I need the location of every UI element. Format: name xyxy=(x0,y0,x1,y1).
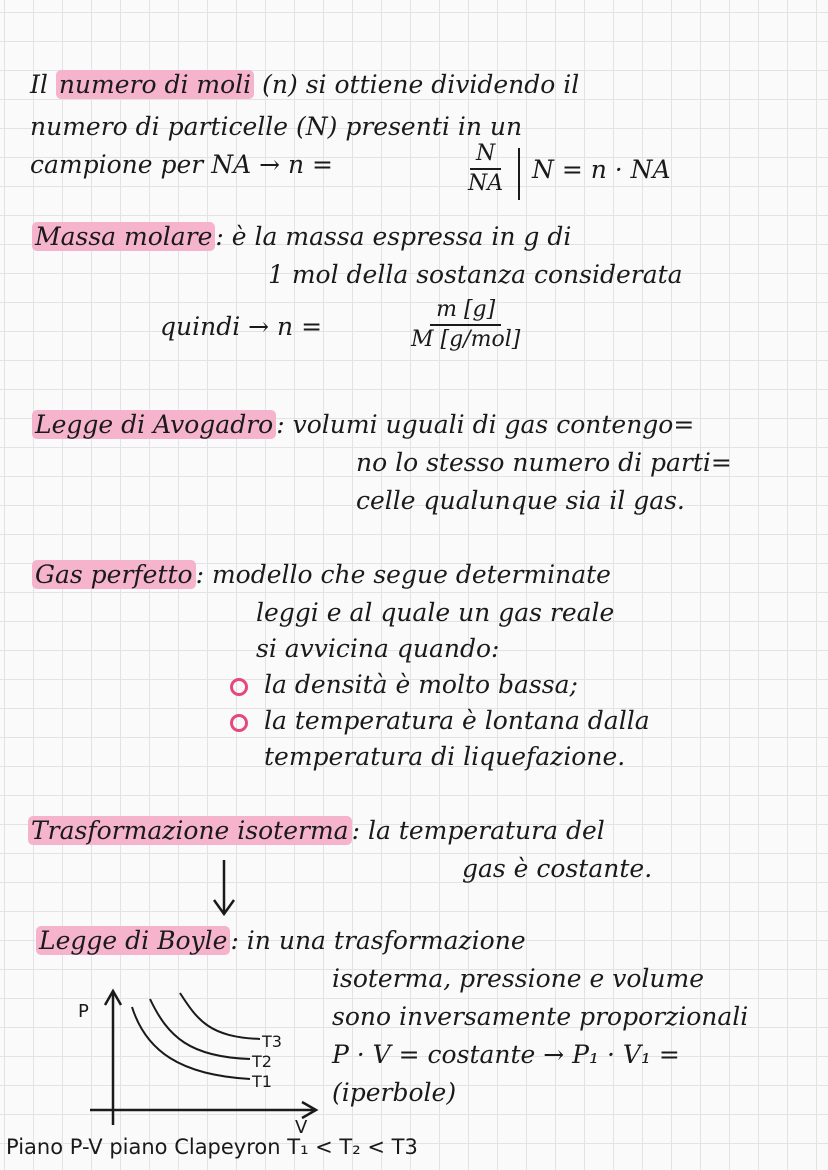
bullet-dot-icon xyxy=(230,678,248,696)
gas-line-1 xyxy=(32,560,611,590)
gas-bullet-2: la temperatura è lontana dalla xyxy=(264,706,650,735)
moli-fraction xyxy=(462,140,509,198)
boyle-def-5: (iperbole) xyxy=(332,1078,457,1107)
avogadro-def-1: : volumi uguali di gas contengo= xyxy=(276,410,695,439)
isoterma-def-1: : la temperatura del xyxy=(351,816,605,845)
curve-label-t1: T1 xyxy=(252,1072,272,1091)
massa-def-1: : è la massa espressa in g di xyxy=(215,222,572,251)
isotherm-curve-t2 xyxy=(150,999,250,1059)
massa-line-1 xyxy=(32,222,571,252)
massa-fraction-den: M [g/mol] xyxy=(411,327,521,352)
moli-pre: Il xyxy=(30,70,48,99)
bullet-dot-icon xyxy=(230,714,248,732)
isotherm-curve-t3 xyxy=(180,993,260,1039)
boyle-line-1 xyxy=(36,926,526,956)
massa-quindi: quindi → n = xyxy=(160,312,323,341)
formula-divider xyxy=(518,148,520,200)
moli-rest-1: (n) si ottiene dividendo il xyxy=(262,70,580,99)
massa-def-2: 1 mol della sostanza considerata xyxy=(268,260,683,289)
footer-note: Piano P-V piano Clapeyron T₁ < T₂ < T3 xyxy=(6,1135,418,1159)
boyle-def-4: P · V = costante → P₁ · V₁ = xyxy=(332,1040,680,1069)
moli-formula-2: N = n · NA xyxy=(532,155,671,184)
curve-label-t2: T2 xyxy=(252,1052,272,1071)
gas-bullet-2b: temperatura di liquefazione. xyxy=(264,742,626,771)
gas-def-2: leggi e al quale un gas reale xyxy=(256,598,615,627)
pv-graph xyxy=(70,985,330,1135)
massa-fraction-num: m [g] xyxy=(430,296,501,326)
moli-line-1 xyxy=(30,70,579,100)
y-axis-label: P xyxy=(78,1001,89,1022)
boyle-def-3: sono inversamente proporzionali xyxy=(332,1002,749,1031)
down-arrow-icon xyxy=(206,858,242,918)
gas-bullet-1: la densità è molto bassa; xyxy=(264,670,578,699)
isoterma-term-highlight: Trasformazione isoterma xyxy=(28,816,352,845)
avogadro-term-highlight: Legge di Avogadro xyxy=(32,410,276,439)
isoterma-def-2: gas è costante. xyxy=(462,854,653,883)
isoterma-line-1 xyxy=(28,816,605,846)
moli-fraction-den: NA xyxy=(468,171,504,196)
boyle-def-1: : in una trasformazione xyxy=(230,926,526,955)
boyle-def-2: isoterma, pressione e volume xyxy=(332,964,704,993)
moli-term-highlight: numero di moli xyxy=(56,70,254,99)
massa-fraction xyxy=(405,296,526,354)
gas-def-1: : modello che segue determinate xyxy=(195,560,611,589)
moli-line-3: campione per NA → n = xyxy=(30,150,333,179)
massa-term-highlight: Massa molare xyxy=(32,222,215,251)
avogadro-def-2: no lo stesso numero di parti= xyxy=(356,448,732,477)
boyle-term-highlight: Legge di Boyle xyxy=(36,926,230,955)
isotherm-curve-t1 xyxy=(132,1007,250,1079)
avogadro-line-1 xyxy=(32,410,694,440)
moli-fraction-num: N xyxy=(470,140,501,170)
x-axis-label: V xyxy=(295,1117,308,1135)
gas-def-3: si avvicina quando: xyxy=(256,634,500,663)
moli-line-2: numero di particelle (N) presenti in un xyxy=(30,112,523,141)
curve-label-t3: T3 xyxy=(262,1032,282,1051)
avogadro-def-3: celle qualunque sia il gas. xyxy=(356,486,685,515)
gas-term-highlight: Gas perfetto xyxy=(32,560,196,589)
